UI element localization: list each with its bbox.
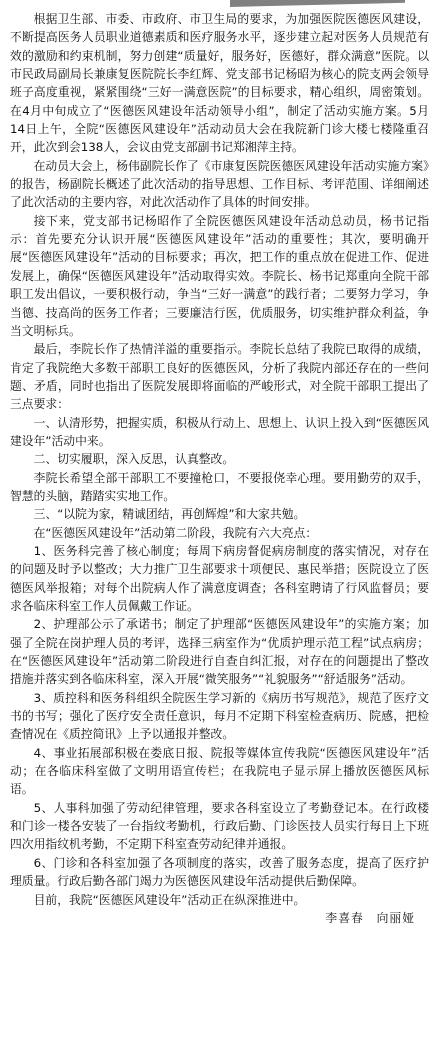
- paragraph-requirement-1: 一、认清形势，把握实质，积极从行动上、思想上、认识上投入到“医德医风建设年”活动中来。: [10, 415, 430, 448]
- paragraph-highlight-5: 5、人事科加强了劳动纪律管理，要求各科室设立了考勤登记本。在行政楼和门诊一楼各安装了一台指纹考勤机，行政后勤、门诊医技人员实行每日上下班四次用指纹机考勤，不定期下科室查劳动纪律并通报。: [10, 800, 429, 852]
- paragraph-requirement-2: 二、切实履职，深入反思，认真整改。: [33, 452, 235, 467]
- paragraph-highlight-3: 3、质控科和医务科组织全院医生学习新的《病历书写规范》，规范了医疗文书的书写；强化了医疗安全责任意识，每月不定期下科室检查病历、院感，把检查情况在《质控简讯》上予以通报并整改。: [10, 690, 429, 742]
- paragraph-highlights-intro: 在“医德医风建设年”活动第二阶段，我院有六大亮点：: [33, 525, 318, 540]
- paragraph-highlight-2: 2、护理部公示了承诺书；制定了护理部“医德医风建设年”的实施方案；加强了全院在岗护理人员的考评，选择三病室作为“优质护理示范工程”试点病房；在“医德医风建设年”活动第二阶段进行自查自纠汇报，对存在的问题提出了整改措施并落实到各临床科室，深入开展“微笑服务”“礼貌服务”“舒适服务”活动。: [10, 617, 429, 687]
- paragraph-highlight-4: 4、事业拓展部积极在娄底日报、院报等媒体宣传我院“医德医风建设年”活动；在各临床科室做了文明用语宣传栏；在我院电子显示屏上播放医德医风标语。: [10, 745, 429, 797]
- top-decoration-strip: [230, 0, 405, 7]
- paragraph-president-hope: 李院长希望全部干部职工不要撞枪口，不要报侥幸心理。要用勤劳的双手，智慧的头脑，踏踏实实地工作。: [10, 470, 429, 503]
- paragraph-mobilization-report: 在动员大会上，杨伟副院长作了《市康复医院医德医风建设年活动实施方案》的报告，杨副院长概述了此次活动的指导思想、工作目标、考评范围、详细阐述了此次活动的主要内容，对此次活动作了具体的时间安排。: [10, 158, 429, 210]
- paragraph-highlight-1: 1、医务科完善了核心制度；每周下病房督促病房制度的落实情况，对存在的问题及时予以整改；大力推广卫生部要求十项便民、惠民举措；医院设立了医德医风举报箱；对每个出院病人作了满意度调查；各科室聘请了行风监督员；要求各临床科室工作人员佩戴工作证。: [10, 543, 429, 613]
- paragraph-intro: 根据卫生部、市委、市政府、市卫生局的要求，为加强医院医德医风建设，不断提高医务人员职业道德素质和医疗服务水平，逐步建立起对医务人员规范有效的激励和约束机制，努力创建“质量好，服务好，医德好，群众满意”医院。以市民政局副局长兼康复医院院长李红辉、党支部书记杨昭为核心的院支两会领导班子高度重视，紧紧围绕“三好一满意医院”的目标要求，精心组织，周密策划。在4月中旬成立了“医德医风建设年活动领导小组”，制定了活动实施方案。5月14日上午，全院“医德医风建设年”活动动员大会在我院新门诊大楼七楼隆重召开，此次到会138人，会议由党支部副书记郑湘萍主持。: [10, 12, 429, 155]
- paragraph-requirement-3: 三、“以院为家，精诚团结，再创辉煌”和大家共勉。: [33, 507, 306, 522]
- article-body: [10, 10, 429, 927]
- author-signature: 李喜春 向丽娅: [325, 910, 415, 925]
- paragraph-secretary-speech: 接下来，党支部书记杨昭作了全院医德医风建设年活动总动员，杨书记指示：首先要充分认识开展“医德医风建设年”活动的重要性；其次，要明确开展“医德医风建设年”活动的目标要求；再次，把工作的重点放在促进工作、促进发展上，确保“医德医风建设年”活动取得实效。李院长、杨书记郑重向全院干部职工发出倡议，一要积极行动，争当“三好一满意”的践行者；二要努力学习，争当德、技高尚的医务工作者；三要廉洁行医，优质服务，切实维护群众利益，争当文明标兵。: [10, 213, 429, 338]
- paragraph-highlight-6: 6、门诊和各科室加强了各项制度的落实，改善了服务态度，提高了医疗护理质量。行政后勤各部门竭力为医德医风建设年活动提供后勤保障。: [10, 855, 429, 889]
- paragraph-president-speech: 最后，李院长作了热情洋溢的重要指示。李院长总结了我院已取得的成绩，肯定了我院绝大多数干部职工良好的医德医风，分析了我院内部还存在的一些问题、矛盾，同时也指出了医院发展即将面临的严峻形式，对全院干部职工提出了三点要求：: [10, 342, 429, 412]
- paragraph-conclusion: 目前，我院“医德医风建设年”活动正在纵深推进中。: [33, 892, 306, 907]
